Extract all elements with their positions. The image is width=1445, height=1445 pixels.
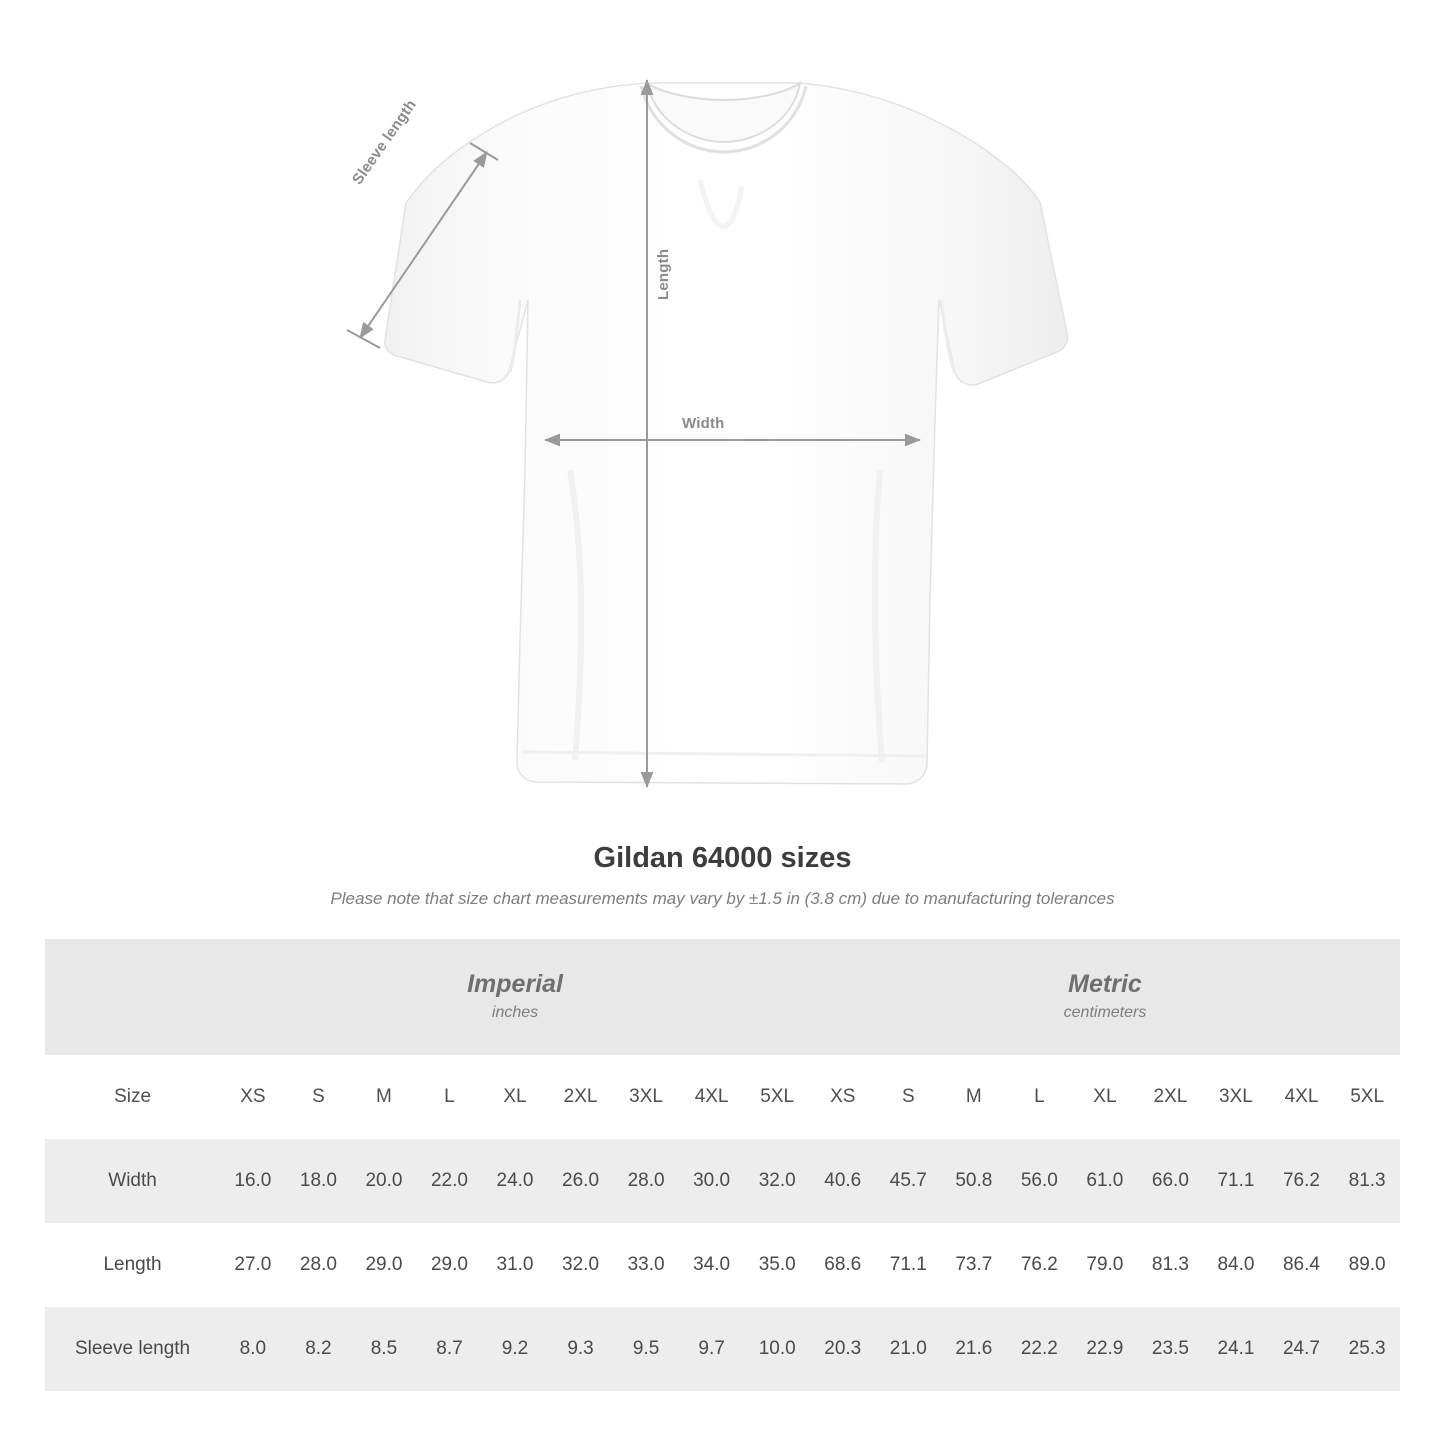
- size-header-cell: 4XL: [1269, 1055, 1335, 1139]
- data-cell: 32.0: [548, 1223, 614, 1307]
- data-cell: 68.6: [810, 1223, 876, 1307]
- data-cell: 50.8: [941, 1139, 1007, 1223]
- data-cell: 25.3: [1334, 1307, 1400, 1391]
- data-cell: 71.1: [876, 1223, 942, 1307]
- data-cell: 8.0: [220, 1307, 286, 1391]
- data-cell: 76.2: [1007, 1223, 1073, 1307]
- data-cell: 9.2: [482, 1307, 548, 1391]
- page-title: Gildan 64000 sizes: [593, 842, 852, 874]
- data-cell: 29.0: [351, 1223, 417, 1307]
- size-header-cell: XL: [482, 1055, 548, 1139]
- data-cell: 24.1: [1203, 1307, 1269, 1391]
- data-cell: 29.0: [417, 1223, 483, 1307]
- unit-group-metric: [810, 939, 1400, 1055]
- data-cell: 84.0: [1203, 1223, 1269, 1307]
- row-label-width: Width: [45, 1139, 220, 1223]
- tolerance-note: Please note that size chart measurements may vary by ±1.5 in (3.8 cm) due to manufacturing tolerances: [330, 889, 1115, 908]
- data-cell: 24.0: [482, 1139, 548, 1223]
- data-cell: 79.0: [1072, 1223, 1138, 1307]
- size-header-cell: M: [351, 1055, 417, 1139]
- size-header-row: [45, 1055, 1400, 1139]
- unit-header-row: [45, 939, 1400, 1055]
- size-header-cell: XS: [220, 1055, 286, 1139]
- chart-heading: [0, 842, 1445, 909]
- data-cell: 22.2: [1007, 1307, 1073, 1391]
- data-cell: 10.0: [744, 1307, 810, 1391]
- data-cell: 66.0: [1138, 1139, 1204, 1223]
- size-header-cell: 4XL: [679, 1055, 745, 1139]
- unit-metric-name: Metric: [1068, 969, 1142, 998]
- data-cell: 16.0: [220, 1139, 286, 1223]
- data-cell: 22.9: [1072, 1307, 1138, 1391]
- data-cell: 81.3: [1138, 1223, 1204, 1307]
- data-cell: 22.0: [417, 1139, 483, 1223]
- data-cell: 30.0: [679, 1139, 745, 1223]
- unit-metric-sub: centimeters: [1063, 1003, 1147, 1021]
- data-cell: 81.3: [1334, 1139, 1400, 1223]
- size-header-cell: M: [941, 1055, 1007, 1139]
- data-cell: 9.7: [679, 1307, 745, 1391]
- data-cell: 33.0: [613, 1223, 679, 1307]
- data-cell: 21.0: [876, 1307, 942, 1391]
- data-cell: 21.6: [941, 1307, 1007, 1391]
- width-label: Width: [682, 415, 725, 432]
- size-header-cell: 2XL: [548, 1055, 614, 1139]
- unit-group-imperial: [220, 939, 810, 1055]
- data-cell: 89.0: [1334, 1223, 1400, 1307]
- data-cell: 8.7: [417, 1307, 483, 1391]
- table-row: [45, 1139, 1400, 1223]
- table-row: [45, 1307, 1400, 1391]
- size-header-cell: 3XL: [613, 1055, 679, 1139]
- table-row: [45, 1223, 1400, 1307]
- tshirt-shape: [385, 83, 1068, 784]
- sleeve-length-label: Sleeve length: [349, 96, 420, 188]
- size-header-cell: S: [876, 1055, 942, 1139]
- data-cell: 86.4: [1269, 1223, 1335, 1307]
- size-header-cell: XL: [1072, 1055, 1138, 1139]
- data-cell: 76.2: [1269, 1139, 1335, 1223]
- data-cell: 56.0: [1007, 1139, 1073, 1223]
- data-cell: 24.7: [1269, 1307, 1335, 1391]
- data-cell: 20.0: [351, 1139, 417, 1223]
- data-cell: 73.7: [941, 1223, 1007, 1307]
- data-cell: 23.5: [1138, 1307, 1204, 1391]
- data-cell: 31.0: [482, 1223, 548, 1307]
- size-header-cell: 5XL: [1334, 1055, 1400, 1139]
- length-label: Length: [655, 248, 672, 300]
- data-cell: 9.5: [613, 1307, 679, 1391]
- data-cell: 20.3: [810, 1307, 876, 1391]
- data-cell: 35.0: [744, 1223, 810, 1307]
- size-header-cell: 2XL: [1138, 1055, 1204, 1139]
- size-header-cell: 3XL: [1203, 1055, 1269, 1139]
- data-cell: 71.1: [1203, 1139, 1269, 1223]
- data-cell: 27.0: [220, 1223, 286, 1307]
- unit-imperial-sub: inches: [491, 1003, 539, 1021]
- row-label-length: Length: [45, 1223, 220, 1307]
- data-cell: 32.0: [744, 1139, 810, 1223]
- size-header-cell: L: [1007, 1055, 1073, 1139]
- row-label-sleeve-length: Sleeve length: [45, 1307, 220, 1391]
- data-cell: 45.7: [876, 1139, 942, 1223]
- unit-spacer-cell: [45, 939, 220, 1055]
- data-cell: 34.0: [679, 1223, 745, 1307]
- data-cell: 28.0: [613, 1139, 679, 1223]
- size-header-cell: XS: [810, 1055, 876, 1139]
- data-cell: 9.3: [548, 1307, 614, 1391]
- data-cell: 18.0: [286, 1139, 352, 1223]
- data-cell: 8.2: [286, 1307, 352, 1391]
- unit-imperial-name: Imperial: [467, 969, 563, 998]
- data-cell: 61.0: [1072, 1139, 1138, 1223]
- size-header-label: Size: [45, 1055, 220, 1139]
- size-header-cell: S: [286, 1055, 352, 1139]
- data-cell: 40.6: [810, 1139, 876, 1223]
- size-chart-table-wrapper: [0, 939, 1445, 1391]
- data-cell: 26.0: [548, 1139, 614, 1223]
- data-cell: 28.0: [286, 1223, 352, 1307]
- size-header-cell: L: [417, 1055, 483, 1139]
- size-header-cell: 5XL: [744, 1055, 810, 1139]
- size-chart-table: [45, 939, 1400, 1391]
- data-cell: 8.5: [351, 1307, 417, 1391]
